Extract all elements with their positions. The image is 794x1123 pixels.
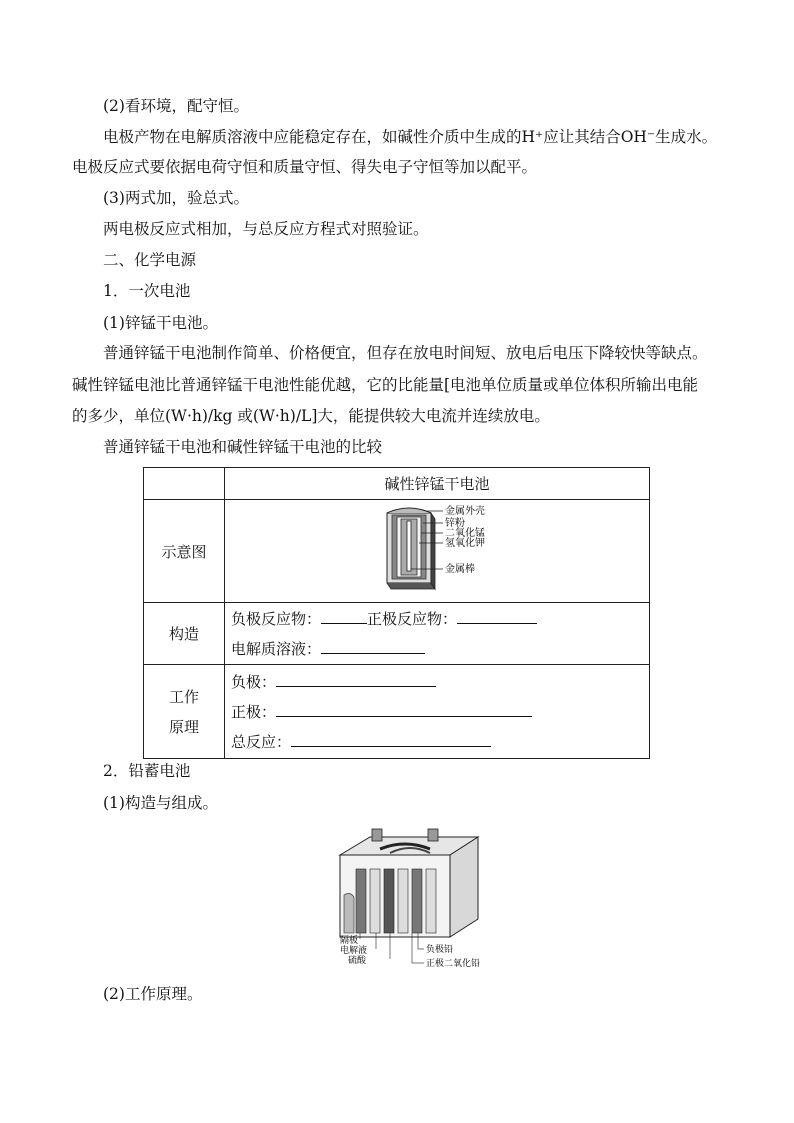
electrolyte-blank[interactable] <box>321 638 425 654</box>
lead-label-negative: 负极铅 <box>426 945 454 955</box>
diagram-label-shell: 金属外壳 <box>445 506 485 517</box>
positive-pole-label: 正极： <box>231 702 277 721</box>
subsection-primary: 1．一次电池 <box>103 282 191 300</box>
para-env: 电极产物在电解质溶液中应能稳定存在，如碱性介质中生成的H⁺应让其结合OH⁻生成水。 <box>103 128 718 146</box>
comparison-table <box>143 467 650 759</box>
total-reaction-blank[interactable] <box>291 731 491 747</box>
lead-label-electrolyte: 电解液 <box>340 946 368 956</box>
negative-pole-blank[interactable] <box>276 671 436 687</box>
item-zinc-manganese: (1)锌锰干电池。 <box>103 314 218 332</box>
subsection-lead-battery: 2．铅蓄电池 <box>103 762 191 780</box>
alkaline-battery-diagram <box>225 501 649 601</box>
principle-cell <box>225 665 650 759</box>
diagram-label-mno2: 二氧化锰 <box>445 528 485 539</box>
lead-label-separator: 隔板 <box>340 936 359 946</box>
pos-reactant-blank[interactable] <box>457 608 537 624</box>
structure-cell <box>225 603 650 665</box>
row-label-structure: 构造 <box>144 603 225 665</box>
para-alkaline: 碱性锌锰电池比普通锌锰干电池性能优越，它的比能量[电池单位质量或单位体积所输出电能 <box>72 376 699 394</box>
lead-label-acid: 硫酸 <box>348 956 367 966</box>
neg-reactant-blank[interactable] <box>321 608 367 624</box>
neg-reactant-label: 负极反应物： <box>231 609 322 628</box>
para-balance: 电极反应式要依据电荷守恒和质量守恒、得失电子守恒等加以配平。 <box>72 158 538 176</box>
lead-label-positive: 正极二氧化铅 <box>426 959 481 969</box>
diagram-label-rod: 金属棒 <box>445 564 475 575</box>
principle-label-line1: 工作 <box>168 687 199 706</box>
lead-battery-diagram <box>330 825 490 975</box>
para-ordinary: 普通锌锰干电池制作简单、价格便宜，但存在放电时间短、放电后电压下降较快等缺点。 <box>103 344 708 362</box>
principle-label-line2: 原理 <box>168 717 199 736</box>
total-reaction-label: 总反应： <box>231 732 292 751</box>
para-alkaline-cont: 的多少，单位(W·h)/kg 或(W·h)/L]大，能提供较大电流并连续放电。 <box>72 407 550 425</box>
positive-pole-blank[interactable] <box>276 701 532 717</box>
row-label-diagram: 示意图 <box>144 500 225 603</box>
pos-reactant-label: 正极反应物： <box>367 609 458 628</box>
diagram-label-koh: 氢氧化钾 <box>445 538 485 549</box>
table-caption: 普通锌锰干电池和碱性锌锰干电池的比较 <box>103 438 383 456</box>
row-label-principle <box>144 665 225 759</box>
para-step2: (2)看环境，配守恒。 <box>103 97 249 115</box>
electrolyte-label: 电解质溶液： <box>231 639 322 658</box>
item-structure: (1)构造与组成。 <box>103 794 218 812</box>
diagram-label-zinc: 锌粉 <box>445 518 465 529</box>
diagram-cell <box>225 500 650 603</box>
para-add: 两电极反应式相加，与总反应方程式对照验证。 <box>103 220 429 238</box>
table-corner <box>144 468 225 500</box>
item-working-principle: (2)工作原理。 <box>103 985 203 1003</box>
table-header: 碱性锌锰干电池 <box>225 468 650 500</box>
section-heading: 二、化学电源 <box>103 251 197 269</box>
negative-pole-label: 负极： <box>231 672 277 691</box>
para-step3: (3)两式加，验总式。 <box>103 189 249 207</box>
